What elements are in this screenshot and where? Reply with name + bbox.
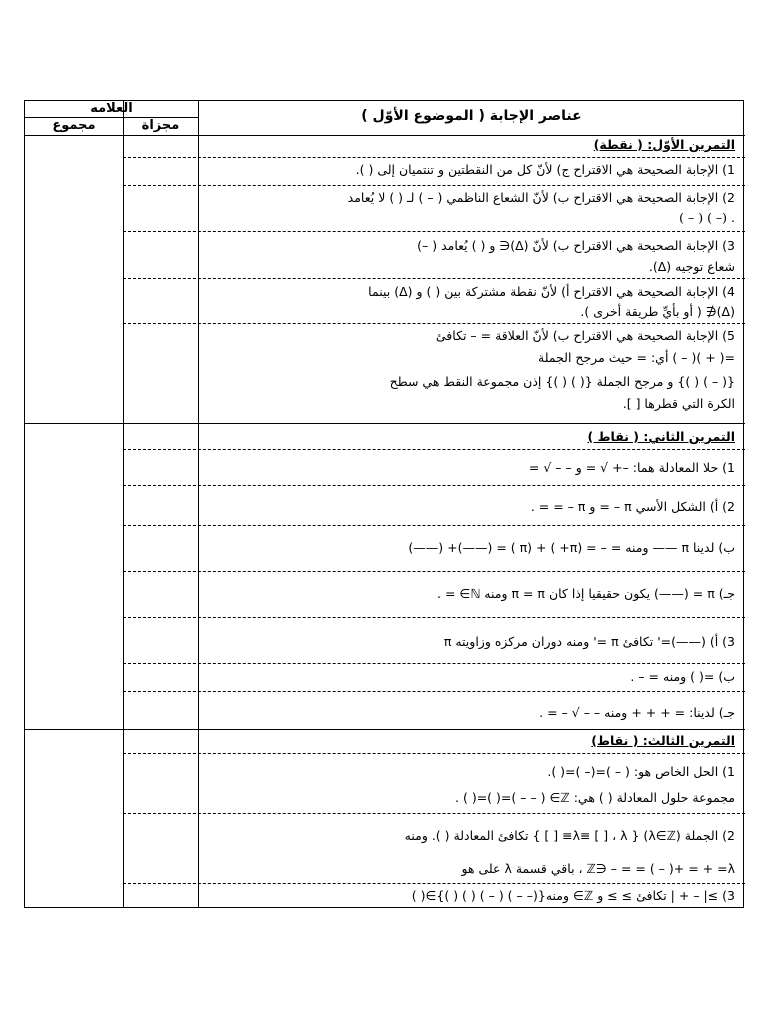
- ex2-item-5: 3) أ) (——)=' تكافئ π =' ومنه دوران مركزه وزاويته π: [443, 634, 735, 649]
- ex3-item-1-line-1: 1) الحل الخاص هو: ( – )=(– )=( ).: [547, 764, 735, 779]
- ex2-item-1: 1) حلا المعادلة هما: –+ √ = و – – √ =: [528, 460, 735, 475]
- ex1-item-3-line-2: شعاع توجيه (Δ).: [648, 259, 735, 274]
- row-divider: [123, 231, 745, 232]
- exercise-2-title: التمرين الثاني: ( نقاط ): [587, 429, 735, 444]
- ex1-item-5-line-4: الكرة التي قطرها [ ].: [622, 396, 735, 411]
- ex2-item-6: ب) =( ) ومنه = – .: [630, 669, 735, 684]
- row-divider: [123, 813, 745, 814]
- row-divider: [123, 691, 745, 692]
- ex1-item-5-line-1: 5) الإجابة الصحيحة هي الاقتراح ب) لأنّ العلاقة = – تكافئ: [435, 328, 735, 343]
- ex1-item-5-line-2: =( + )( – ) أي: = حيث مرجح الجملة: [538, 350, 735, 365]
- column-divider: [123, 101, 124, 907]
- exercise-3-title: التمرين الثالث: ( نقاط): [591, 733, 735, 748]
- ex3-item-2-line-2: ℤ∋ – = = ( – )+ = + =λ ، باقي قسمة λ على هو: [461, 861, 735, 876]
- page-title: عناصر الإجابة ( الموضوع الأوّل ): [361, 108, 582, 124]
- row-divider: [123, 323, 745, 324]
- exercise-1-title: التمرين الأوّل: ( نقطة): [593, 137, 735, 152]
- ex2-item-4: جـ) π = (——) يكون حقيقيا إذا كان π = π ومنه ℕ∋ = .: [437, 586, 735, 601]
- row-divider: [123, 617, 745, 618]
- row-divider: [123, 485, 745, 486]
- ex3-item-3: 3) ≥| – + | تكافئ ≥ ≥ و ℤ∋ ومنه{(– – ) ( – ) ( ) ( )}∋( ): [411, 888, 735, 903]
- ex1-item-3-line-1: 3) الإجابة الصحيحة هي الاقتراح ب) لأنّ (Δ)∈ و ( ) يُعامد ( –): [417, 238, 735, 253]
- ex3-item-2-line-1: 2) الجملة (λ∈ℤ) { λ≡ [ ] ، λ≡ [ ] } تكافئ المعادلة ( ). ومنه: [404, 828, 735, 843]
- ex2-item-3: ب) لدينا π —— ومنه = – = (π+ ) + (π ) = (——)+ (——): [408, 540, 735, 555]
- ex1-item-2-line-1: 2) الإجابة الصحيحة هي الاقتراح ب) لأنّ الشعاع الناظمي ( – ) لـ ( ) لا يُعامد: [347, 190, 735, 205]
- ex1-item-2-line-2: . (– ) ( – ): [679, 210, 735, 225]
- section-divider: [25, 729, 745, 730]
- row-divider: [123, 278, 745, 279]
- ex1-item-1: 1) الإجابة الصحيحة هي الاقتراح ج) لأنّ كل من النقطتين و تنتميان إلى ( ).: [355, 162, 735, 177]
- section-divider: [25, 423, 745, 424]
- row-divider: [123, 753, 745, 754]
- ex2-item-7: جـ) لدينا: = + + + ومنه – – √ – = .: [539, 705, 735, 720]
- ex1-item-4-line-2: (Δ)∉ ( أو بأيِّ طريقة أخرى ).: [580, 304, 735, 319]
- column-divider: [198, 101, 199, 907]
- row-divider: [123, 571, 745, 572]
- row-divider: [123, 185, 745, 186]
- partial-label: مجزاة: [141, 118, 180, 133]
- row-divider: [123, 157, 745, 158]
- answer-key-table: [24, 100, 744, 908]
- total-label: مجموع: [52, 118, 96, 133]
- row-divider: [123, 449, 745, 450]
- ex1-item-5-line-3: {( – ) ( )} و مرجح الجملة {( ) ( )} إذن مجموعة النقط هي سطح: [389, 374, 735, 389]
- row-divider: [123, 525, 745, 526]
- ex3-item-1-line-2: مجموعة حلول المعادلة ( ) هي: ℤ∋ ( – – )=( )=( ) .: [455, 790, 735, 805]
- ex1-item-4-line-1: 4) الإجابة الصحيحة هي الاقتراح أ) لأنّ نقطة مشتركة بين ( ) و (Δ) بينما: [368, 284, 735, 299]
- row-divider: [123, 663, 745, 664]
- row-divider: [123, 883, 745, 884]
- grade-label: العلامه: [90, 101, 133, 116]
- ex2-item-2: 2) أ) الشكل الأسي π – = و π – = = .: [530, 499, 735, 514]
